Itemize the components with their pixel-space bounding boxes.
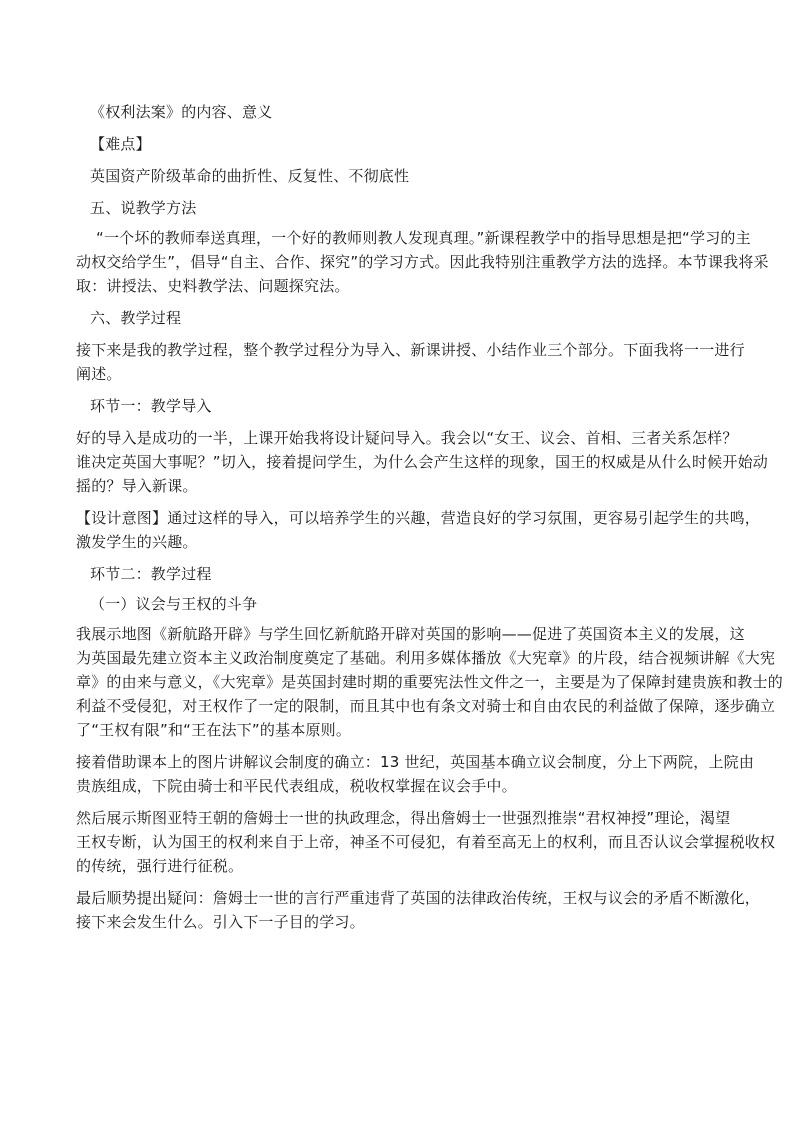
text-line: 的传统，强行进行征税。: [76, 857, 244, 875]
text-line: 为英国最先建立资本主义政治制度奠定了基础。利用多媒体播放《大宪章》的片段，结合视频讲解《大宪: [76, 649, 776, 667]
text-line: 阐述。: [76, 365, 122, 383]
text-line: 接着借助课本上的图片讲解议会制度的确立：13 世纪，英国基本确立议会制度，分上下两院，上院由: [76, 753, 755, 771]
subsection-heading: 环节二：教学过程: [90, 565, 212, 583]
text-line: 动权交给学生”，倡导“自主、合作、探究”的学习方式。因此我特别注重教学方法的选择。本节课我将采: [76, 253, 769, 271]
text-line: 谁决定英国大事呢？”切入，接着提问学生，为什么会产生这样的现象，国王的权威是从什么时候开始动: [76, 453, 768, 471]
text-line: 【设计意图】通过这样的导入，可以培养学生的兴趣，营造良好的学习氛围，更容易引起学生的共鸣，: [76, 509, 761, 527]
text-line: 然后展示斯图亚特王朝的詹姆士一世的执政理念，得出詹姆士一世强烈推崇“君权神授”理论，渴望: [76, 809, 731, 827]
text-line: 英国资产阶级革命的曲折性、反复性、不彻底性: [90, 167, 410, 185]
subsection-heading: （一）议会与王权的斗争: [90, 595, 258, 613]
section-heading: 六、教学过程: [90, 309, 182, 327]
section-heading: 五、说教学方法: [90, 199, 197, 217]
text-line: 王权专断，认为国王的权利来自于上帝，神圣不可侵犯，有着至高无上的权利，而且否认议会掌握税收权: [76, 833, 776, 851]
text-line: 贵族组成，下院由骑士和平民代表组成，税收权掌握在议会手中。: [76, 777, 517, 795]
text-line: 接下来会发生什么。引入下一子目的学习。: [76, 913, 365, 931]
text-line: 利益不受侵犯，对王权作了一定的限制，而且其中也有条文对骑士和自由农民的利益做了保障，逐步确立: [76, 697, 776, 715]
text-line: 章》的由来与意义，《大宪章》是英国封建时期的重要宪法性文件之一，主要是为了保障封建贵族和教士的: [76, 673, 783, 691]
text-line: 最后顺势提出疑问：詹姆士一世的言行严重违背了英国的法律政治传统，王权与议会的矛盾不断激化，: [76, 889, 761, 907]
subsection-heading: 环节一：教学导入: [90, 397, 212, 415]
section-heading: 【难点】: [90, 135, 151, 153]
text-line: 了“王权有限”和“王在法下”的基本原则。: [76, 721, 352, 739]
document-body: [76, 100, 783, 934]
text-line: “一个坏的教师奉送真理，一个好的教师则教人发现真理。”新课程教学中的指导思想是把“学习的主: [96, 229, 751, 247]
text-line: 激发学生的兴趣。: [76, 533, 198, 551]
text-line: 接下来是我的教学过程，整个教学过程分为导入、新课讲授、小结作业三个部分。下面我将一一进行: [76, 341, 745, 359]
text-line: 《权利法案》的内容、意义: [90, 103, 273, 121]
text-line: 好的导入是成功的一半，上课开始我将设计疑问导入。我会以“女王、议会、首相、三者关系怎样？: [76, 429, 738, 447]
text-line: 摇的？导入新课。: [76, 477, 198, 495]
text-line: 我展示地图《新航路开辟》与学生回忆新航路开辟对英国的影响——促进了英国资本主义的发展，这: [76, 625, 745, 643]
text-line: 取：讲授法、史料教学法、问题探究法。: [76, 277, 350, 295]
